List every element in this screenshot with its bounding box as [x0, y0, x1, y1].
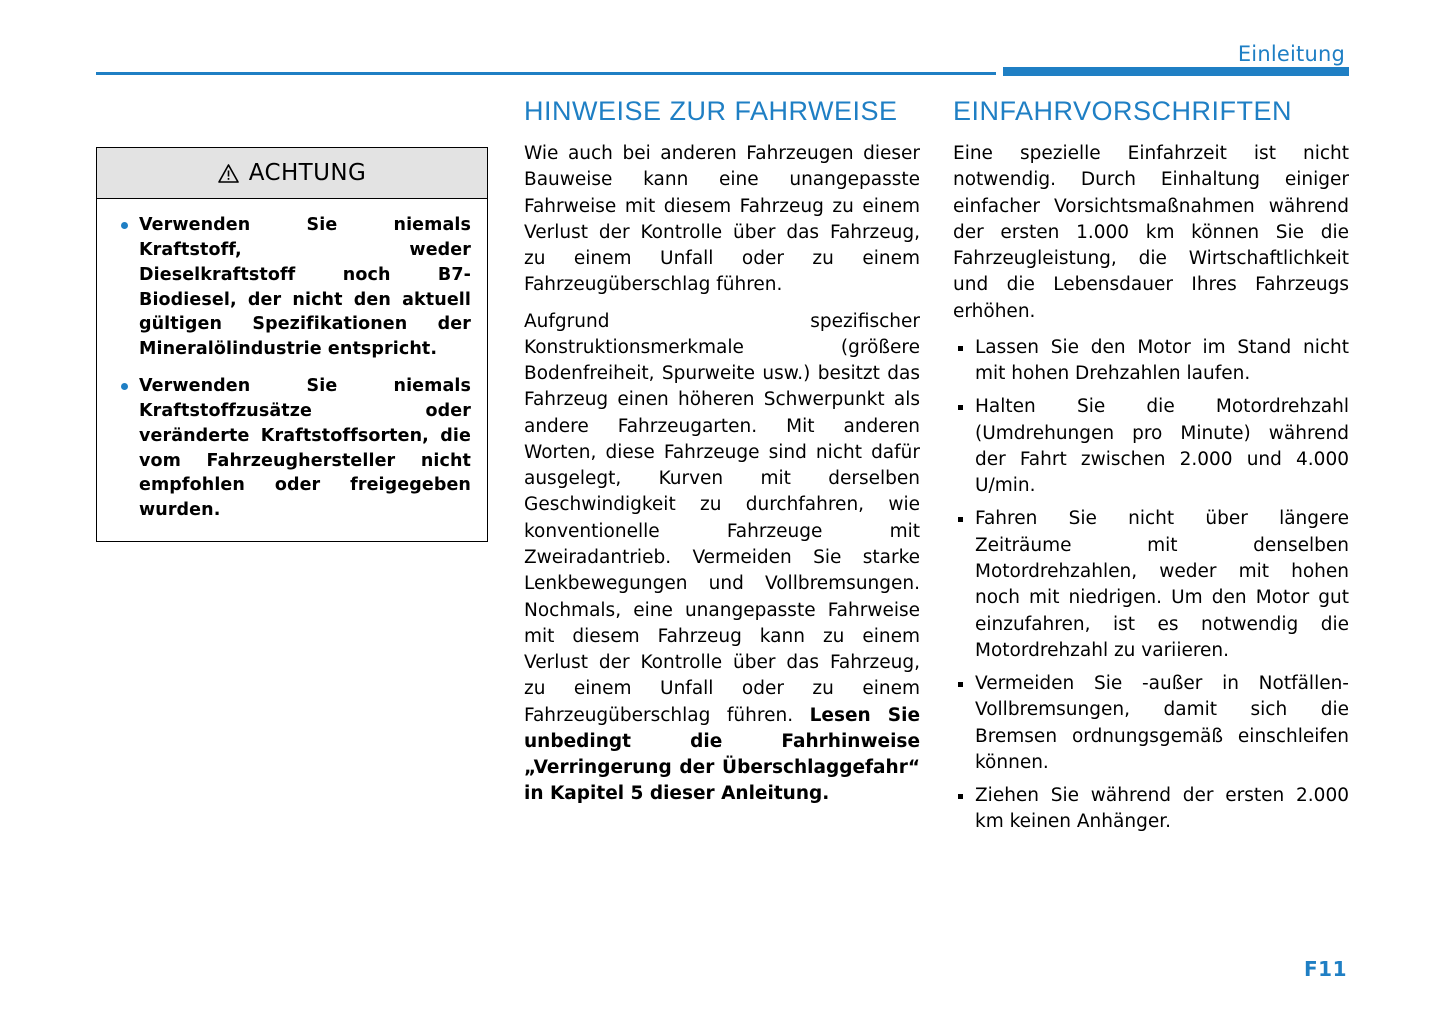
paragraph-driving-2-bold: Lesen Sie unbedingt die Fahrhinweise „Verringerung der Überschlaggefahr“ in Kapitel 5 dieser Anleitung. — [524, 704, 921, 805]
list-item — [113, 374, 471, 523]
breakin-list — [953, 335, 1349, 836]
paragraph-driving-2-normal: Aufgrund spezifischer Konstruktionsmerkmale (größere Bodenfreiheit, Spurweite usw.) besitzt das Fahrzeug einen höheren Schwerpunkt als andere Fahrzeugarten. Mit anderen Worten, diese Fahrzeuge sind nicht dafür ausgelegt, Kurven mit derselben Geschwindigkeit zu durchfahren, wie konventionelle Fahrzeuge mit Zweiradantrieb. Vermeiden Sie starke Lenkbewegungen und Vollbremsungen. Nochmals, eine unangepasste Fahrweise mit diesem Fahrzeug kann zu einem Verlust der Kontrolle über das Fahrzeug, zu einem Unfall oder zu einem Fahrzeugüberschlag führen. — [524, 310, 920, 726]
paragraph-breakin-1: Eine spezielle Einfahrzeit ist nicht notwendig. Durch Einhaltung einiger einfacher Vorsichtsmaßnahmen während der ersten 1.000 km können Sie die Fahrzeugleistung, die Wirtschaftlichkeit und die Lebensdauer Ihres Fahrzeugs erhöhen. — [953, 143, 1349, 322]
breakin-item-text: Vermeiden Sie -außer in Notfällen- Vollbremsungen, damit sich die Bremsen ordnungsgemäß einschleifen können. — [975, 673, 1349, 773]
breakin-item-text: Fahren Sie nicht über längere Zeiträume mit denselben Motordrehzahlen, weder mit hohen noch mit niedrigen. Um den Motor gut einzufahren, ist es notwendig die Motordrehzahl zu variieren. — [975, 508, 1349, 661]
header-rule-right — [1003, 67, 1349, 76]
header-rule-left — [96, 72, 996, 75]
breakin-item-text: Halten Sie die Motordrehzahl (Umdrehungen pro Minute) während der Fahrt zwischen 2.000 und 4.000 U/min. — [975, 396, 1349, 497]
page-header — [0, 0, 1445, 80]
breakin-item-text: Lassen Sie den Motor im Stand nicht mit hohen Drehzahlen laufen. — [975, 336, 1349, 385]
paragraph-driving-1: Wie auch bei anderen Fahrzeugen dieser Bauweise kann eine unangepasste Fahrweise mit diesem Fahrzeug zu einem Verlust der Kontrolle über das Fahrzeug, zu einem Unfall oder zu einem Fahrzeugüberschlag führen. — [524, 143, 920, 296]
caution-title: ACHTUNG — [248, 160, 367, 186]
chapter-title: Einleitung — [1237, 42, 1345, 66]
bullet-icon — [958, 794, 963, 799]
warning-triangle-icon — [218, 164, 239, 183]
list-item — [113, 213, 471, 362]
bullet-icon — [958, 517, 963, 522]
list-item — [953, 335, 1349, 388]
column-driving-notes — [524, 96, 920, 808]
caution-body — [97, 199, 487, 541]
caution-header — [97, 148, 487, 199]
list-item — [953, 506, 1349, 664]
caution-box — [96, 147, 488, 542]
list-item — [953, 671, 1349, 776]
caution-item-text: Verwenden Sie niemals Kraftstoff, weder Dieselkraftstoff noch B7- Biodiesel, der nicht den aktuell gültigen Spezifikationen der Mineralölindustrie entspricht. — [139, 215, 471, 360]
page-number: F11 — [1304, 957, 1347, 981]
column-breakin — [953, 96, 1349, 843]
bullet-icon — [958, 682, 963, 687]
section-heading-breakin: EINFAHRVORSCHRIFTEN — [953, 96, 1293, 126]
paragraph-driving-2 — [524, 309, 920, 808]
caution-list — [113, 213, 471, 523]
bullet-icon — [121, 383, 128, 390]
bullet-icon — [958, 346, 963, 351]
caution-item-text: Verwenden Sie niemals Kraftstoffzusätze oder veränderte Kraftstoffsorten, die vom Fahrzeughersteller nicht empfohlen oder freigegeben wurden. — [139, 376, 471, 521]
list-item — [953, 783, 1349, 836]
section-heading-driving: HINWEISE ZUR FAHRWEISE — [524, 96, 898, 126]
bullet-icon — [121, 222, 128, 229]
breakin-item-text: Ziehen Sie während der ersten 2.000 km keinen Anhänger. — [975, 785, 1349, 833]
list-item — [953, 394, 1349, 499]
bullet-icon — [958, 405, 963, 410]
